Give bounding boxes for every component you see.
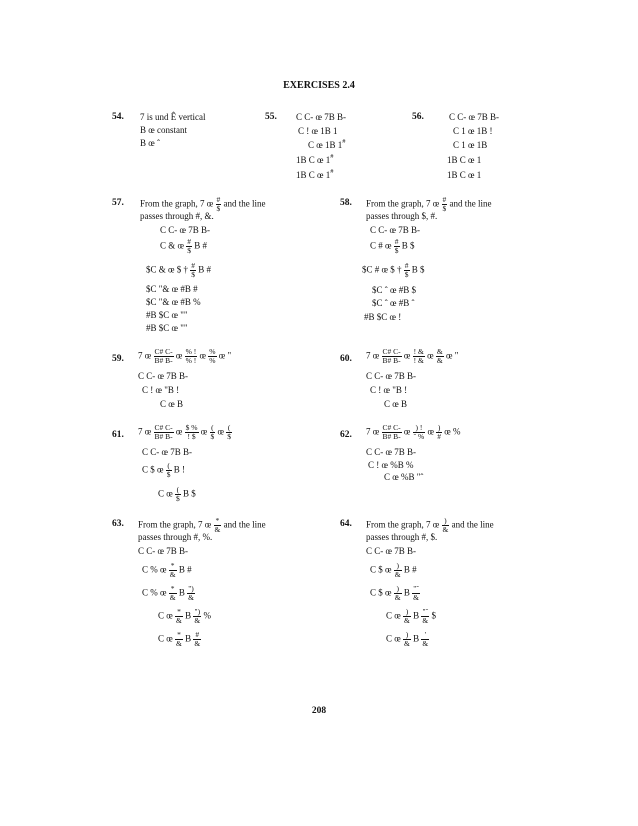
page-title: EXERCISES 2.4 (283, 80, 355, 91)
exercise-54-number: 54. (112, 112, 124, 122)
exercise-58-line-8: #B $C œ ! (364, 312, 402, 322)
exercise-58-number: 58. (340, 198, 352, 208)
exercise-59-line-4: C œ B (160, 399, 184, 409)
exercise-54-line-1: 7 is und Ê vertical (140, 112, 206, 122)
exercise-64-line-7: C œ $\frac{)}{\&}$ B $\frac{'}{\&}$ (386, 630, 429, 648)
exercise-60-slope: 7 œ $\frac{C\# C-}{B\# B-}$ œ $\frac{! \&}{! \&}$ œ $\frac{\&}{\&}$ œ " (366, 347, 459, 365)
exercise-58-line-4: C # œ $\frac{\#}{\$}$ B $ (370, 237, 415, 255)
exercise-61-line-2: C C- œ 7B B- (142, 447, 193, 457)
page-number: 208 (311, 706, 327, 716)
exercise-56-line-2: C 1 œ 1B ! (453, 126, 493, 136)
exercise-57-line-8: #B $C œ "" (146, 310, 188, 320)
exercise-64-line-4: C $ œ $\frac{)}{\&}$ B # (370, 561, 417, 579)
exercise-57-number: 57. (112, 198, 124, 208)
exercise-63-line-5: C % œ $\frac{*}{\&}$ B $\frac{")}{\&}$ (142, 584, 194, 602)
exercise-56-line-1: C C- œ 7B B- (449, 112, 500, 122)
exercise-60-line-2: C C- œ 7B B- (366, 371, 417, 381)
exercise-55-line-2: C ! œ 1B 1 (298, 126, 338, 136)
exercise-57-line-3: C C- œ 7B B- (160, 225, 211, 235)
exercise-63-line-1: From the graph, 7 œ $\frac{*}{\&}$ and the line (138, 516, 266, 534)
exercise-63-line-6: C œ $\frac{*}{\&}$ B $\frac{")}{\&}$ % (158, 607, 211, 625)
exercise-60-line-3: C ! œ "B ! (370, 385, 408, 395)
exercise-60-number: 60. (340, 354, 352, 364)
exercise-62-line-3: C ! œ %B % (368, 460, 414, 470)
exercise-58-line-1: From the graph, 7 œ $\frac{\#}{\$}$ and the line (366, 195, 492, 213)
exercise-63-line-7: C œ $\frac{*}{\&}$ B $\frac{\#}{\&}$ (158, 630, 201, 648)
exercise-63-line-3: C C- œ 7B B- (138, 546, 189, 556)
exercise-64-number: 64. (340, 519, 352, 529)
exercise-64-line-5: C $ œ $\frac{)}{\&}$ B $\frac{\text{"ˆ}}{\&}$ (370, 584, 419, 602)
exercise-55-line-5: 1B C œ 1# (296, 168, 334, 180)
exercise-61-line-3: C $ œ $\frac{(}{\$}$ B ! (142, 461, 186, 479)
exercise-57-line-7: $C "& œ #B % (146, 297, 201, 307)
exercise-56-line-3: C 1 œ 1B (453, 140, 488, 150)
exercise-64-line-2: passes through #, $. (366, 532, 438, 542)
exercise-57-line-9: #B $C œ "" (146, 323, 188, 333)
exercise-62-line-2: C C- œ 7B B- (366, 447, 417, 457)
exercise-58-line-6: $C ˆ œ #B $ (372, 285, 417, 295)
exercise-63-line-2: passes through #, %. (138, 532, 213, 542)
exercise-59-slope: 7 œ $\frac{C\# C-}{B\# B-}$ œ $\frac{\% !}{\% !}$ œ $\frac{\%}{\%}$ œ " (138, 347, 232, 365)
exercise-56-number: 56. (412, 112, 424, 122)
exercise-55-line-4: 1B C œ 1# (296, 153, 334, 165)
exercise-54-line-2: B œ constant (140, 125, 187, 135)
exercise-62-number: 62. (340, 430, 352, 440)
exercise-64-line-6: C œ $\frac{)}{\&}$ B $\frac{\text{"ˆ}}{\&}$ $ (386, 607, 436, 625)
exercise-56-line-5: 1B C œ 1 (447, 170, 482, 180)
exercise-59-number: 59. (112, 354, 124, 364)
exercise-64-line-3: C C- œ 7B B- (366, 546, 417, 556)
exercise-59-line-2: C C- œ 7B B- (138, 371, 189, 381)
exercise-57-line-2: passes through #, &. (140, 211, 214, 221)
exercise-63-line-4: C % œ $\frac{*}{\&}$ B # (142, 561, 192, 579)
exercise-55-line-1: C C- œ 7B B- (296, 112, 347, 122)
exercise-64-line-1: From the graph, 7 œ $\frac{)}{\&}$ and the line (366, 516, 494, 534)
exercise-58-line-5: $C # œ $ † $\frac{\#}{\$}$ B $ (362, 261, 425, 279)
exercise-62-slope: 7 œ $\frac{C\# C-}{B\# B-}$ œ $\frac{) !}{\text{ˆ \%}}$ œ $\frac{)}{\#}$ œ % (366, 423, 461, 441)
exercise-63-number: 63. (112, 519, 124, 529)
exercise-58-line-3: C C- œ 7B B- (370, 225, 421, 235)
exercise-60-line-4: C œ B (384, 399, 408, 409)
exercise-61-slope: 7 œ $\frac{C\# C-}{B\# B-}$ œ $\frac{\$ \%}{! \$}$ œ $\frac{(}{\$}$ œ $\frac{(}{\$}$ (138, 423, 232, 441)
exercise-56-line-4: 1B C œ 1 (447, 155, 482, 165)
exercise-61-number: 61. (112, 430, 124, 440)
exercise-57-line-5: $C & œ $ † $\frac{\#}{\$}$ B # (146, 261, 212, 279)
exercise-62-line-4: C œ %B "ˆ (384, 472, 424, 482)
exercise-61-line-4: C œ $\frac{(}{\$}$ B $ (158, 485, 196, 503)
exercise-55-number: 55. (265, 112, 277, 122)
exercise-58-line-2: passes through $, #. (366, 211, 438, 221)
exercise-57-line-4: C & œ $\frac{\#}{\$}$ B # (160, 237, 208, 255)
exercise-59-line-3: C ! œ "B ! (142, 385, 180, 395)
exercise-54-line-3: B œ ˆ (140, 138, 160, 148)
exercise-57-line-6: $C "& œ #B # (146, 284, 198, 294)
exercise-57-line-1: From the graph, 7 œ $\frac{\#}{\$}$ and the line (140, 195, 266, 213)
exercise-55-line-3: C œ 1B 1# (308, 138, 346, 150)
exercise-58-line-7: $C ˆ œ #B ˆ (372, 298, 415, 308)
